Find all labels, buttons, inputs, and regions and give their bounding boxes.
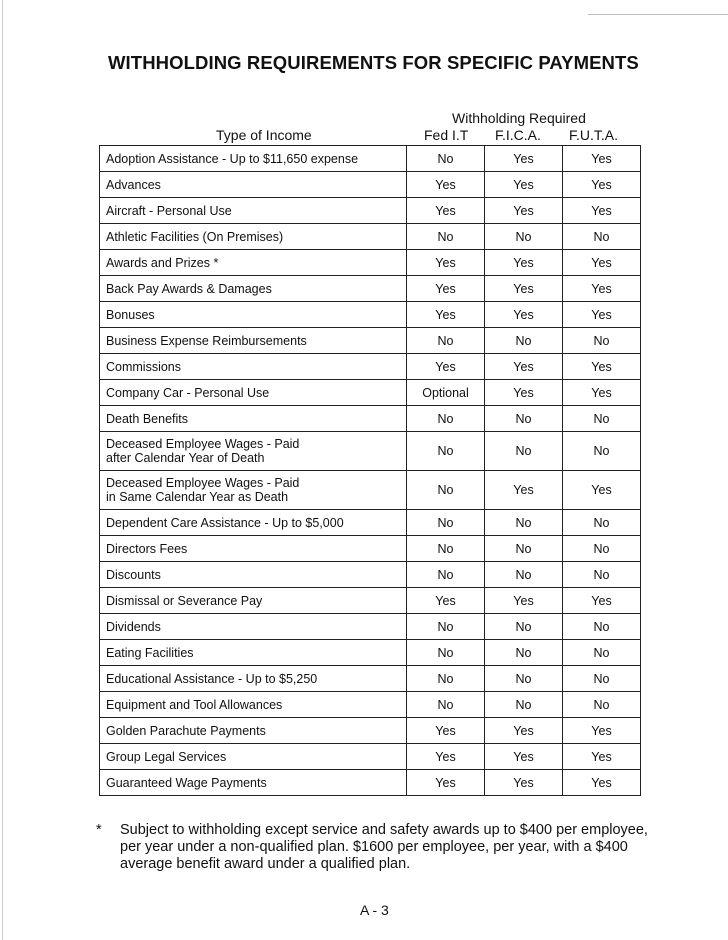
futa-cell: No	[563, 536, 641, 562]
table-row	[100, 692, 641, 718]
income-type-cell	[100, 432, 407, 471]
fed-it-cell: Yes	[407, 588, 485, 614]
scan-edge	[2, 0, 3, 940]
fed-it-cell: Yes	[407, 250, 485, 276]
header-fica: F.I.C.A.	[495, 127, 541, 143]
futa-cell: Yes	[563, 302, 641, 328]
income-type-label: Dismissal or Severance Pay	[106, 593, 263, 608]
fed-it-cell: No	[407, 640, 485, 666]
fed-it-cell: No	[407, 692, 485, 718]
income-type-cell	[100, 770, 407, 796]
income-type-label: Back Pay Awards & Damages	[106, 281, 272, 296]
income-type-label: Commissions	[106, 359, 182, 374]
income-type-cell	[100, 172, 407, 198]
fed-it-cell: No	[407, 666, 485, 692]
income-type-cell	[100, 380, 407, 406]
futa-cell: No	[563, 328, 641, 354]
table-row	[100, 354, 641, 380]
fica-cell: No	[485, 666, 563, 692]
income-type-cell	[100, 224, 407, 250]
table-row	[100, 198, 641, 224]
fica-cell: Yes	[485, 146, 563, 172]
income-type-cell	[100, 328, 407, 354]
fica-cell: Yes	[485, 302, 563, 328]
income-type-label: Death Benefits	[106, 411, 188, 426]
income-type-label: Group Legal Services	[106, 749, 227, 764]
income-type-cell	[100, 588, 407, 614]
fed-it-cell: Yes	[407, 718, 485, 744]
fica-cell: No	[485, 510, 563, 536]
income-type-cell	[100, 471, 407, 510]
income-type-label: Discounts	[106, 567, 161, 582]
fica-cell: No	[485, 406, 563, 432]
header-type-of-income: Type of Income	[216, 127, 312, 143]
futa-cell: No	[563, 640, 641, 666]
income-type-label: Awards and Prizes *	[106, 255, 219, 270]
fica-cell: Yes	[485, 250, 563, 276]
fica-cell: No	[485, 536, 563, 562]
fica-cell: Yes	[485, 718, 563, 744]
fed-it-cell: Yes	[407, 770, 485, 796]
futa-cell: Yes	[563, 250, 641, 276]
income-type-cell	[100, 718, 407, 744]
income-type-label: Golden Parachute Payments	[106, 723, 266, 738]
fed-it-cell: No	[407, 614, 485, 640]
table-row	[100, 172, 641, 198]
income-type-cell	[100, 276, 407, 302]
income-type-cell	[100, 250, 407, 276]
fed-it-cell: No	[407, 432, 485, 471]
income-type-cell	[100, 302, 407, 328]
futa-cell: No	[563, 692, 641, 718]
income-type-label: Athletic Facilities (On Premises)	[106, 229, 284, 244]
income-type-cell	[100, 510, 407, 536]
income-type-label: Adoption Assistance - Up to $11,650 expense	[106, 151, 359, 166]
futa-cell: Yes	[563, 172, 641, 198]
fed-it-cell: Yes	[407, 172, 485, 198]
income-type-label: Advances	[106, 177, 161, 192]
fica-cell: No	[485, 562, 563, 588]
income-type-cell	[100, 692, 407, 718]
futa-cell: Yes	[563, 276, 641, 302]
table-row	[100, 276, 641, 302]
fica-cell: No	[485, 614, 563, 640]
futa-cell: Yes	[563, 770, 641, 796]
income-type-label: Business Expense Reimbursements	[106, 333, 307, 348]
futa-cell: Yes	[563, 354, 641, 380]
header-fed-it: Fed I.T	[424, 127, 469, 143]
fed-it-cell: No	[407, 224, 485, 250]
table-row	[100, 614, 641, 640]
income-type-cell	[100, 744, 407, 770]
income-type-label: Deceased Employee Wages - Paid	[106, 437, 300, 451]
income-type-cell	[100, 406, 407, 432]
table-row	[100, 640, 641, 666]
table-row	[100, 770, 641, 796]
fed-it-cell: Yes	[407, 198, 485, 224]
futa-cell: Yes	[563, 718, 641, 744]
footnote-text: Subject to withholding except service and safety awards up to $400 per employee, per year under a non-qualified plan. $1600 per employee, per year, with a $400 average benefit award under a qualified plan.	[120, 822, 648, 872]
fed-it-cell: No	[407, 536, 485, 562]
income-type-label: Dividends	[106, 619, 161, 634]
futa-cell: No	[563, 614, 641, 640]
futa-cell: Yes	[563, 744, 641, 770]
table-row	[100, 328, 641, 354]
futa-cell: No	[563, 510, 641, 536]
fed-it-cell: Yes	[407, 276, 485, 302]
fica-cell: Yes	[485, 354, 563, 380]
income-type-cell	[100, 640, 407, 666]
income-type-label: Equipment and Tool Allowances	[106, 697, 283, 712]
fica-cell: Yes	[485, 276, 563, 302]
income-type-label: after Calendar Year of Death	[106, 451, 265, 465]
income-type-cell	[100, 354, 407, 380]
fed-it-cell: No	[407, 510, 485, 536]
scan-edge-line	[588, 14, 728, 15]
income-type-label: Aircraft - Personal Use	[106, 203, 232, 218]
table-row	[100, 406, 641, 432]
table-row	[100, 380, 641, 406]
futa-cell: No	[563, 666, 641, 692]
table-row	[100, 666, 641, 692]
fica-cell: No	[485, 328, 563, 354]
fed-it-cell: No	[407, 406, 485, 432]
income-type-cell	[100, 536, 407, 562]
fica-cell: Yes	[485, 471, 563, 510]
table-row	[100, 588, 641, 614]
fica-cell: Yes	[485, 198, 563, 224]
table-row	[100, 718, 641, 744]
futa-cell: No	[563, 224, 641, 250]
table-row	[100, 146, 641, 172]
table-row	[100, 432, 641, 471]
futa-cell: Yes	[563, 471, 641, 510]
table-row	[100, 224, 641, 250]
table-row	[100, 302, 641, 328]
income-type-label: Company Car - Personal Use	[106, 385, 270, 400]
document-title: WITHHOLDING REQUIREMENTS FOR SPECIFIC PAYMENTS	[108, 52, 639, 73]
fica-cell: Yes	[485, 744, 563, 770]
footnote-asterisk: *	[96, 822, 102, 838]
futa-cell: No	[563, 562, 641, 588]
fed-it-cell: No	[407, 146, 485, 172]
fica-cell: Yes	[485, 770, 563, 796]
income-type-label: Guaranteed Wage Payments	[106, 775, 267, 790]
table-row	[100, 744, 641, 770]
income-type-label: Dependent Care Assistance - Up to $5,000	[106, 515, 344, 530]
income-type-cell	[100, 146, 407, 172]
income-type-cell	[100, 198, 407, 224]
fed-it-cell: Yes	[407, 744, 485, 770]
fica-cell: No	[485, 692, 563, 718]
fed-it-cell: No	[407, 471, 485, 510]
income-type-label: Eating Facilities	[106, 645, 194, 660]
fed-it-cell: Optional	[407, 380, 485, 406]
header-futa: F.U.T.A.	[569, 127, 619, 143]
header-withholding-required: Withholding Required	[452, 110, 586, 126]
futa-cell: Yes	[563, 588, 641, 614]
futa-cell: Yes	[563, 146, 641, 172]
table-row	[100, 536, 641, 562]
fed-it-cell: No	[407, 562, 485, 588]
income-type-label: Directors Fees	[106, 541, 188, 556]
fica-cell: No	[485, 224, 563, 250]
footnote	[96, 822, 656, 873]
income-type-label: Bonuses	[106, 307, 155, 322]
income-type-label: in Same Calendar Year as Death	[106, 490, 289, 504]
fica-cell: Yes	[485, 172, 563, 198]
income-type-label: Educational Assistance - Up to $5,250	[106, 671, 318, 686]
withholding-table	[99, 145, 641, 796]
fica-cell: Yes	[485, 588, 563, 614]
income-type-cell	[100, 666, 407, 692]
table-row	[100, 250, 641, 276]
fed-it-cell: No	[407, 328, 485, 354]
fica-cell: No	[485, 432, 563, 471]
fica-cell: Yes	[485, 380, 563, 406]
futa-cell: No	[563, 406, 641, 432]
fed-it-cell: Yes	[407, 302, 485, 328]
futa-cell: Yes	[563, 380, 641, 406]
income-type-label: Deceased Employee Wages - Paid	[106, 476, 300, 490]
table-row	[100, 562, 641, 588]
fed-it-cell: Yes	[407, 354, 485, 380]
table-row	[100, 510, 641, 536]
page-number: A - 3	[360, 902, 389, 918]
fica-cell: No	[485, 640, 563, 666]
table-row	[100, 471, 641, 510]
withholding-table-body	[100, 146, 641, 796]
income-type-cell	[100, 562, 407, 588]
income-type-cell	[100, 614, 407, 640]
futa-cell: No	[563, 432, 641, 471]
futa-cell: Yes	[563, 198, 641, 224]
